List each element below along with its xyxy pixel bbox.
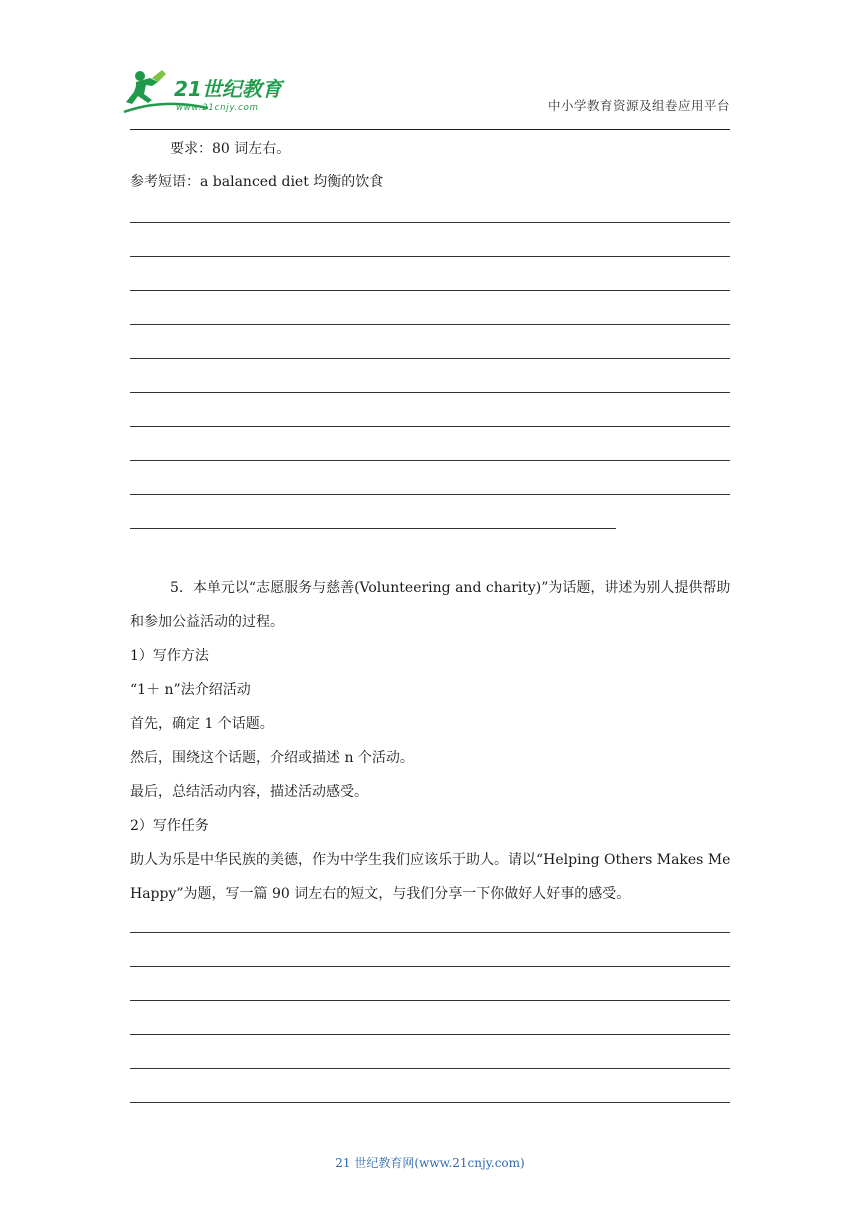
- page-header: [122, 66, 730, 130]
- q5-intro-line2: 和参加公益活动的过程。: [130, 614, 284, 630]
- task-line2: Happy”为题，写一篇 90 词左右的短文，与我们分享一下你做好人好事的感受。: [130, 886, 631, 902]
- step-3: 最后，总结活动内容，描述活动感受。: [130, 784, 368, 800]
- method-name: “1＋ n”法介绍活动: [130, 682, 251, 698]
- requirement-text: 要求：80 词左右。: [170, 141, 291, 157]
- writing-line: [130, 528, 616, 529]
- writing-line: [130, 1068, 730, 1069]
- step-1: 首先，确定 1 个话题。: [130, 716, 274, 732]
- logo-url: www.21cnjy.com: [176, 103, 259, 113]
- header-divider: [130, 129, 730, 130]
- writing-line: [130, 426, 730, 427]
- writing-line: [130, 358, 730, 359]
- logo-text: 21世纪教育: [174, 77, 282, 101]
- writing-line: [130, 324, 730, 325]
- writing-line: [130, 1000, 730, 1001]
- task-heading: 2）写作任务: [130, 818, 209, 834]
- writing-line: [130, 460, 730, 461]
- writing-line: [130, 494, 730, 495]
- task-line1: 助人为乐是中华民族的美德，作为中学生我们应该乐于助人。请以“Helping Others Makes Me: [130, 852, 731, 868]
- method-heading: 1）写作方法: [130, 648, 209, 664]
- writing-line: [130, 966, 730, 967]
- writing-line: [130, 222, 730, 223]
- platform-name: 中小学教育资源及组卷应用平台: [547, 98, 730, 113]
- writing-line: [130, 1102, 730, 1103]
- writing-line: [130, 290, 730, 291]
- page-footer: 21 世纪教育网(www.21cnjy.com): [335, 1156, 525, 1170]
- logo-icon: [122, 68, 292, 116]
- q5-intro-line1: 5．本单元以“志愿服务与慈善(Volunteering and charity)”为话题，讲述为别人提供帮助: [170, 580, 731, 596]
- reference-phrase: 参考短语：a balanced diet 均衡的饮食: [130, 174, 384, 190]
- writing-line: [130, 1034, 730, 1035]
- step-2: 然后，围绕这个话题，介绍或描述 n 个活动。: [130, 750, 414, 766]
- writing-line: [130, 256, 730, 257]
- writing-line: [130, 392, 730, 393]
- writing-line: [130, 932, 730, 933]
